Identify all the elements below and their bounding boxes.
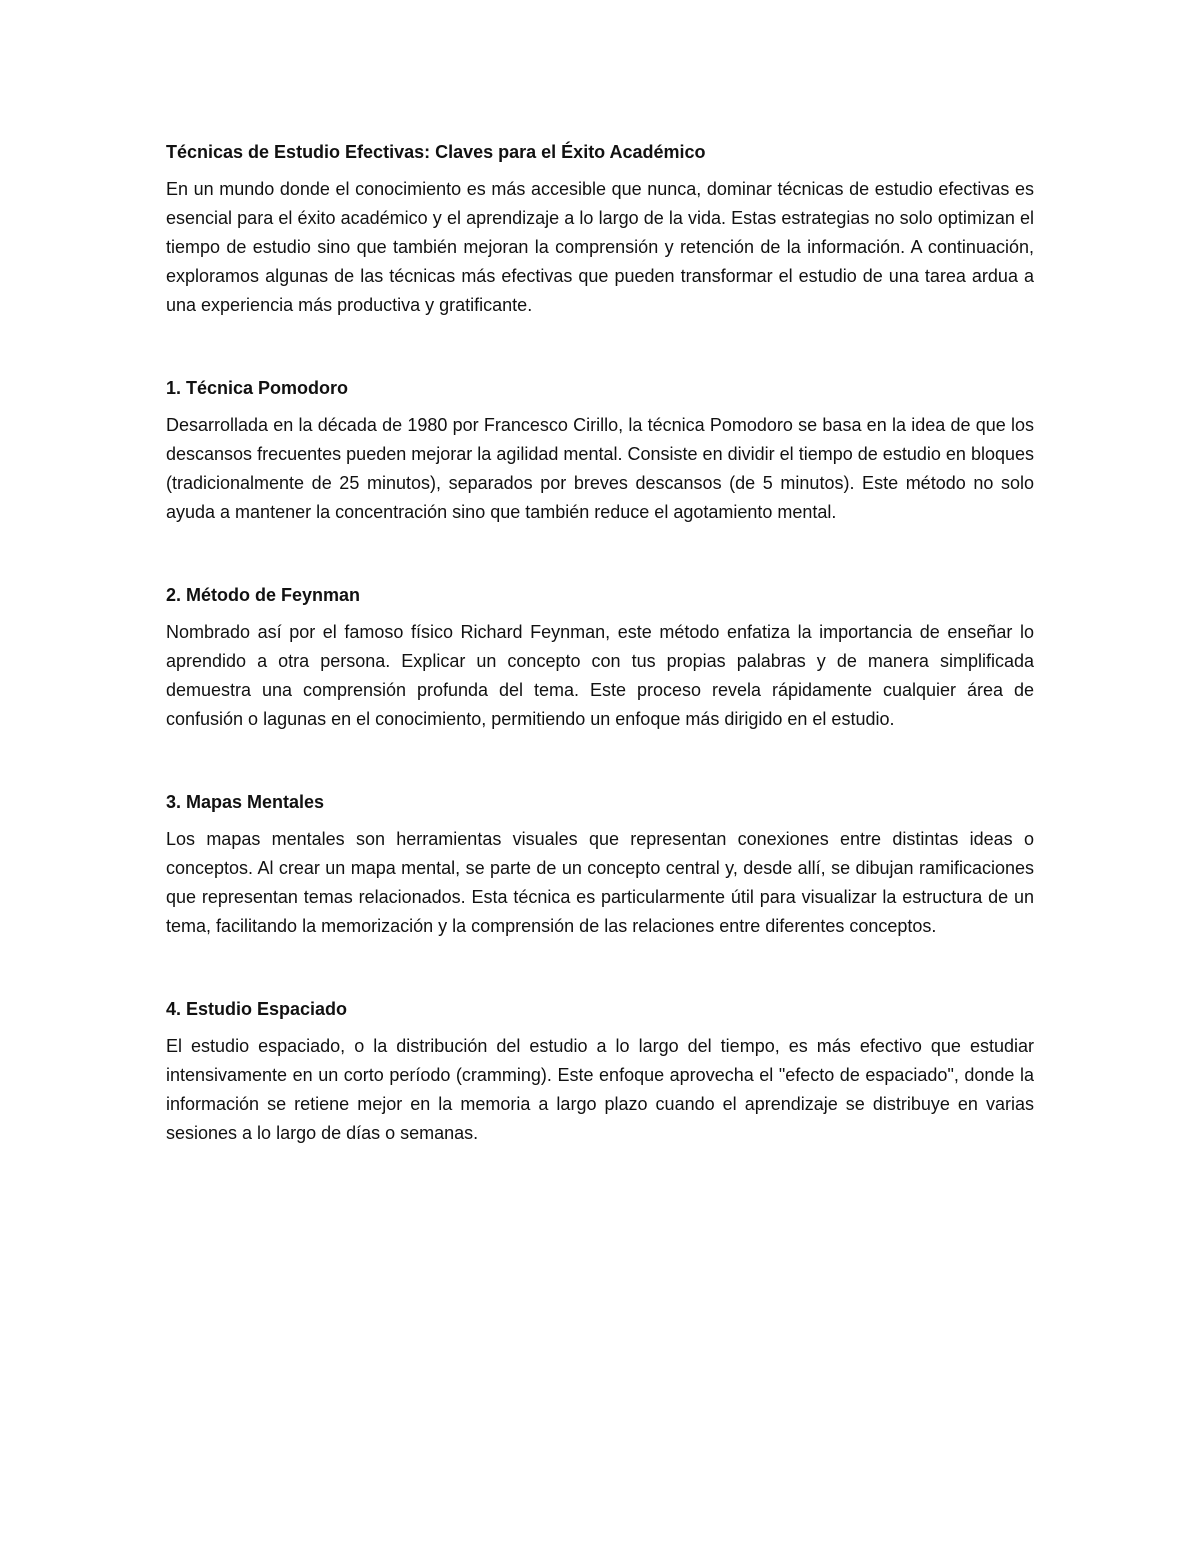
section-paragraph: Desarrollada en la década de 1980 por Francesco Cirillo, la técnica Pomodoro se basa en la idea de que los descansos frecuentes pueden mejorar la agilidad mental. Consiste en dividir el tiempo de estudio en bloques (tradicionalmente de 25 minutos), separados por breves descansos (de 5 minutos). Este método no solo ayuda a mantener la concentración sino que también reduce el agotamiento mental. [166, 415, 1034, 522]
section-heading: 2. Método de Feynman [166, 585, 361, 605]
section-heading: 1. Técnica Pomodoro [166, 378, 349, 398]
section-mind-maps [166, 788, 1034, 941]
section-pomodoro [166, 374, 1034, 527]
section-heading: 3. Mapas Mentales [166, 792, 325, 812]
document-title: Técnicas de Estudio Efectivas: Claves para el Éxito Académico [166, 142, 706, 162]
section-spaced-study [166, 995, 1034, 1148]
section-paragraph: Nombrado así por el famoso físico Richard Feynman, este método enfatiza la importancia de enseñar lo aprendido a otra persona. Explicar un concepto con tus propias palabras y de manera simplificada demuestra una comprensión profunda del tema. Este proceso revela rápidamente cualquier área de confusión o lagunas en el conocimiento, permitiendo un enfoque más dirigido en el estudio. [166, 622, 1034, 729]
intro-paragraph: En un mundo donde el conocimiento es más accesible que nunca, dominar técnicas de estudio efectivas es esencial para el éxito académico y el aprendizaje a lo largo de la vida. Estas estrategias no solo optimizan el tiempo de estudio sino que también mejoran la comprensión y retención de la información. A continuación, exploramos algunas de las técnicas más efectivas que pueden transformar el estudio de una tarea ardua a una experiencia más productiva y gratificante. [166, 179, 1034, 315]
document-body [166, 138, 1034, 1148]
section-paragraph: El estudio espaciado, o la distribución del estudio a lo largo del tiempo, es más efectivo que estudiar intensivamente en un corto período (cramming). Este enfoque aprovecha el "efecto de espaciado", donde la información se retiene mejor en la memoria a largo plazo cuando el aprendizaje se distribuye en varias sesiones a lo largo de días o semanas. [166, 1036, 1034, 1143]
section-paragraph: Los mapas mentales son herramientas visuales que representan conexiones entre distintas ideas o conceptos. Al crear un mapa mental, se parte de un concepto central y, desde allí, se dibujan ramificaciones que representan temas relacionados. Esta técnica es particularmente útil para visualizar la estructura de un tema, facilitando la memorización y la comprensión de las relaciones entre diferentes conceptos. [166, 829, 1034, 936]
section-feynman [166, 581, 1034, 734]
section-heading: 4. Estudio Espaciado [166, 999, 348, 1019]
